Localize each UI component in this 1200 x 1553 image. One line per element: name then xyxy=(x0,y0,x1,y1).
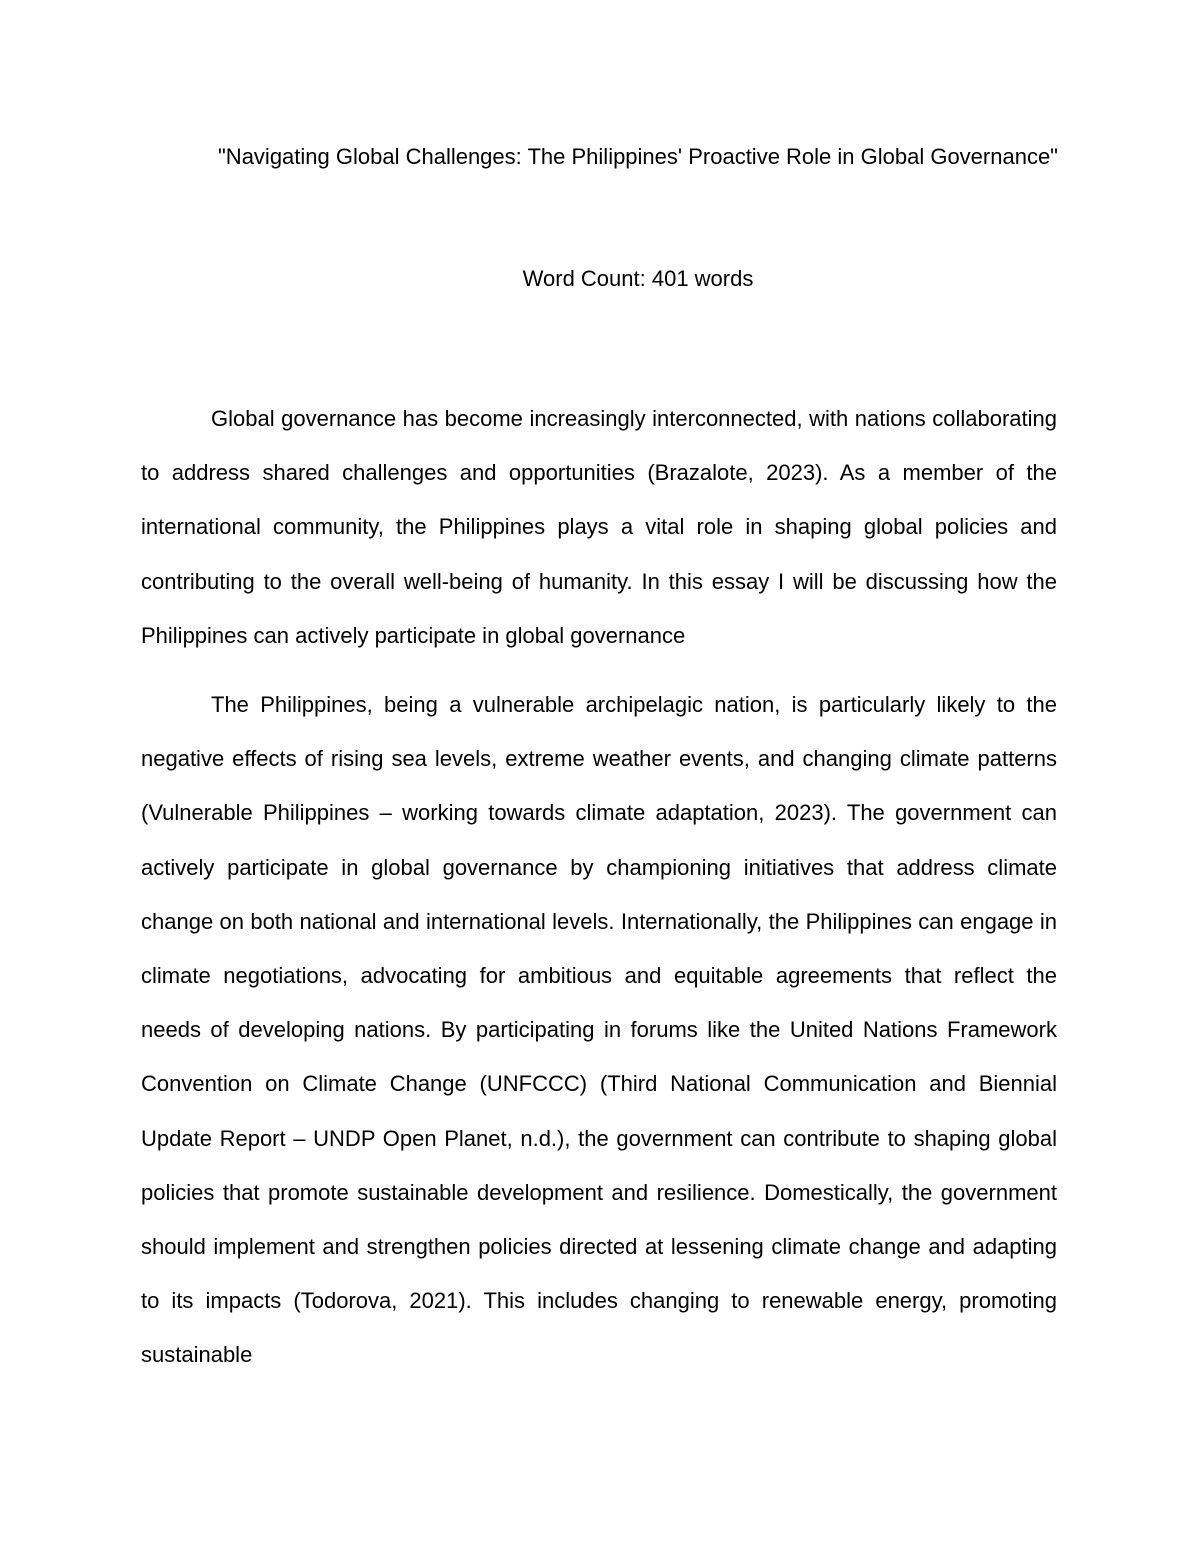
word-count: Word Count: 401 words xyxy=(522,266,754,291)
essay-title: "Navigating Global Challenges: The Philippines' Proactive Role in Global Governance" xyxy=(218,144,1058,169)
paragraph-climate: The Philippines, being a vulnerable archipelagic nation, is particularly likely to the negative effects of rising sea levels, extreme weather events, and changing climate patterns (Vulnerable Philippines – working towards climate adaptation, 2023). The government can actively participate in global governance by championing initiatives that address climate change on both national and international levels. Internationally, the Philippines can engage in climate negotiations, advocating for ambitious and equitable agreements that reflect the needs of developing nations. By participating in forums like the United Nations Framework Convention on Climate Change (UNFCCC) (Third National Communication and Biennial Update Report – UNDP Open Planet, n.d.), the government can contribute to shaping global policies that promote sustainable development and resilience. Domestically, the government should implement and strengthen policies directed at lessening climate change and adapting to its impacts (Todorova, 2021). This includes changing to renewable energy, promoting sustainable xyxy=(141,692,1057,1368)
paragraph-introduction: Global governance has become increasingly interconnected, with nations collaborating to address shared challenges and opportunities (Brazalote, 2023). As a member of the international community, the Philippines plays a vital role in shaping global policies and contributing to the overall well-being of humanity. In this essay I will be discussing how the Philippines can actively participate in global governance xyxy=(141,406,1057,648)
